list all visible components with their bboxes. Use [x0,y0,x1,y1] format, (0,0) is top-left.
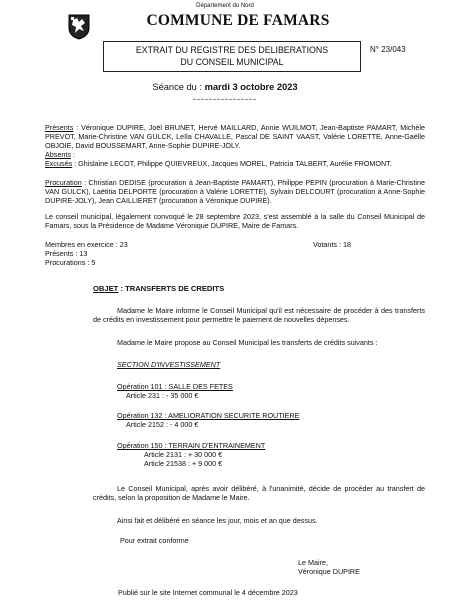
para-inform: Madame le Maire informe le Conseil Municipal qu'il est nécessaire de procéder à des transferts de crédits en investissement pour permettre le paiement de nouvelles dépenses. [93,306,425,325]
op3-article-1: Article 2131 : + 30 000 € [144,450,223,459]
presents-label: Présents [45,123,74,132]
deliberation-number: N° 23/043 [370,45,406,54]
department-label: Département du Nord [196,3,254,9]
excuses-text: : Ghislaine LECOT, Philippe QUIEVREUX, Jacques MOREL, Patricia TALBERT, Aurélie FROMONT. [72,159,392,168]
para-propose: Madame le Maire propose au Conseil Municipal les transferts de crédits suivants : [117,338,378,347]
absents-text: : [70,150,75,159]
seance-prefix: Séance du : [152,82,205,92]
coat-of-arms-icon [68,14,90,40]
op2-article: Article 2152 : - 4 000 € [126,420,199,429]
op3-title: Opération 150 : TERRAIN D'ENTRAINEMENT [117,441,266,450]
seance-line [0,82,450,92]
membres-count: Membres en exercice : 23 [45,240,128,249]
closing-line: Ainsi fait et délibéré en séance les jour, mois et an que dessus. [117,516,318,525]
separator: ---------------- [193,94,257,104]
extract-title-line1: EXTRAIT DU REGISTRE DES DELIBERATIONS [135,45,329,55]
presents-count: Présents : 13 [45,249,88,258]
procurations-count: Procurations : 5 [45,258,96,267]
procuration-paragraph [45,178,425,205]
op3-article-2: Article 21538 : + 9 000 € [144,459,223,468]
commune-title: COMMUNE DE FAMARS [146,12,330,29]
extract-title-line2: DU CONSEIL MUNICIPAL [180,57,284,67]
procuration-label: Procuration [45,178,82,187]
decision-paragraph: Le Conseil Municipal, après avoir délibéré, à l'unanimité, décide de procéder au transfert de crédits, selon la proposition de Madame le Maire. [93,484,425,503]
publication-footer: Publié sur le site Internet communal le 4 décembre 2023 [118,588,298,597]
excuses-paragraph [45,159,425,168]
convocation-paragraph: Le conseil municipal, légalement convoqué le 28 septembre 2023, s'est assemblé à la salle du Conseil Municipal de Famars, sous la Présidence de Madame Véronique DUPIRE, Maire de Famars. [45,212,425,231]
objet-text: : TRANSFERTS DE CREDITS [118,284,225,293]
presents-text: : Véronique DUPIRE, Joël BRUNET, Hervé MAILLARD, Annie WUILMOT, Jean-Baptiste PAMART, Michèle PREVOT, Marie-Christine VAN GULCK, Leïla CHAVALLE, Pascal DE SAINT VAAST, Valérie LORETTE, Anne-Gaëlle OBJOIE, David BOUSSEMART, Anne-Sophie DUPIRE-JOLY. [45,123,425,151]
absents-paragraph [45,150,425,159]
signature-name: Véronique DUPIRE [298,567,360,576]
op1-title: Opération 101 : SALLE DES FETES [117,382,233,391]
objet-label: OBJET [93,284,119,293]
certified-line: Pour extrait conforme [120,536,189,545]
absents-label: Absents [45,150,71,159]
votants-count: Votants : 18 [313,240,351,249]
section-title: SECTION D'INVESTISSEMENT [117,360,221,369]
extract-box [103,41,361,72]
procuration-text: : Christian DEDISE (procuration à Jean-Baptiste PAMART), Philippe PEPIN (procuration à Marie-Christine VAN GULCK), Laëtitia DELPORTE (procuration à Valérie LORETTE), Sylvain DELCOURT (procuration à Anne-Sophie DUPIRE-JOLY), Jean CAILLIERET (procuration à Véronique DUPIRE). [45,178,425,206]
op2-title: Opération 132 : AMELIORATION SECURITE ROUTIERE [117,411,300,420]
op1-article: Article 231 : - 35 000 € [126,391,199,400]
presents-paragraph [45,123,425,150]
signature-title: Le Maire, [298,558,328,567]
seance-date: mardi 3 octobre 2023 [204,82,298,92]
excuses-label: Excusés [45,159,73,168]
objet-line [93,284,224,293]
